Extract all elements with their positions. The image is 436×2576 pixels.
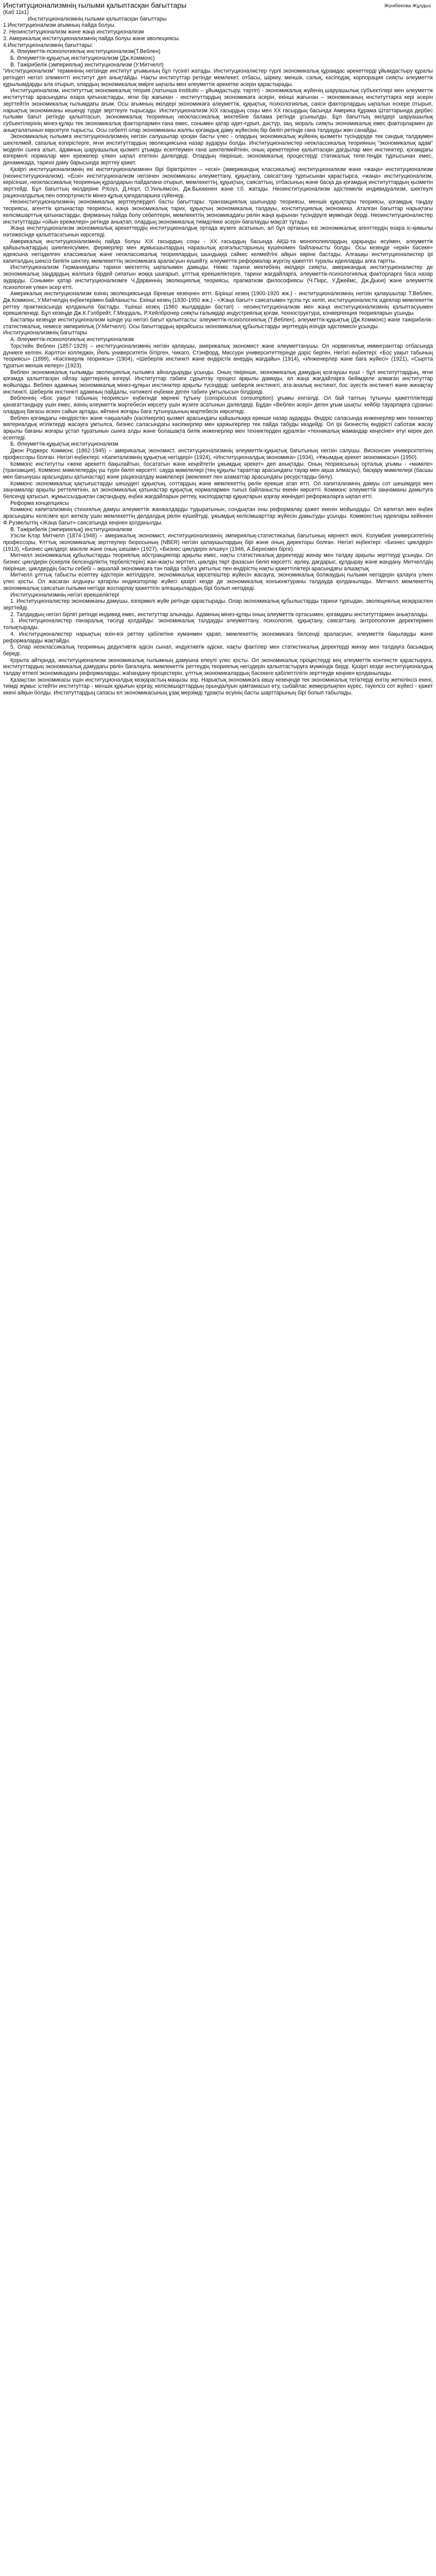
- author-name: Жүнібекова Жұлдыз: [384, 3, 431, 9]
- paragraph: Жаңа институционализм экономикалық әрекеттердің институционалдық ортада жүзеге асатынын, ал бұл ортаның өзі экономикалық агенттердің өзара іс-қимылы нәтижесінде қалыптасатынын көрсетеді.: [3, 225, 433, 238]
- paragraph: Джон Роджерс Коммонс (1862-1945) – америкалық экономист, институционализмнің әлеуметтік-құқықтық бағытының негізін салушы. Висконсин университетінің профессоры болған. Негізгі еңбектері: «Капитализмнің құқықтық негіздері» (1924), «Институционалдық экономика» (1934), «Ұжымдық әрекет экономикасы» (1950).: [3, 448, 433, 461]
- paragraph: 1. Институционалистер экономиканы дамушы, өзгермелі жүйе ретінде қарастырады. Олар экономикалық құбылыстарды тарихи тұрғыдан, эволюциялық көзқараспен зерттейді.: [3, 598, 433, 611]
- paragraph: Коммонс капитализмнің стихиялық дамуы әлеуметтік жанжалдарды тудыратынын, сондықтан оны реформалау қажет екенін мойындады. Ол капитал мен еңбек арасындағы келісімге қол жеткізу үшін мемлекеттің делдалдық рөлін күшейтуді, ұжымдық келісімшарттар жүйесін дамытуды ұсынды. Коммонстың идеялары кейіннен Ф.Рузвельттің «Жаңа бағыт» саясатында кеңінен қолданылды.: [3, 506, 433, 526]
- paragraph: "Институционализм" терминінің негізінде институт ұғымының бұл түсінігі жатады. Институционалистер түрлі экономикалық құрамдас әрекеттерді ұйымдастыру құралы ретіндегі негізгі элементті институт деп анықтайды. Нақты институттар ретінде мемлекет, отбасы, шіркеу, меншік, салық, кәсіподақ, корпорация сияқты әлеуметтік құрылымдарды ала отырып, олардың экономикалық өмірге ықпалы мен әлеуметтік әрекетке әсерін қарастырады.: [3, 68, 433, 88]
- paragraph: Институционализм Германиядағы тарихи мектептің ықпалымен дамыды. Неміс тарихи мектебінің өкілдері сияқты, американдық институционалистер де экономикалық заңдардың жалпыға бірдей сипатын жоққа шығарып, ұлттық ерекшеліктерге, тарихи жағдайларға, әлеуметтік-психологиялық факторларға баса назар аударды. Сонымен қатар институционализмге Ч.Дарвиннің эволюциялық теориясы, прагматизм философиясы (Ч.Пирс, У.Джеймс, Дж.Дьюи) және әлеуметтік психология үлкен әсер етті.: [3, 264, 433, 291]
- paragraph: 2. Талдаудың негізгі бірлігі ретінде индивид емес, институттар алынады. Адамның мінез-құлқы оның әлеуметтік ортасымен, қоғамдағы институттармен анықталады.: [10, 611, 429, 618]
- paragraph: Веблен экономикалық ғылымды эволюциялық ғылымға айналдыруды ұсынды. Оның пікірінше, экономикалық дамудың қозғаушы күші - бұл институттардың, яғни қоғамда қалыптасқан ойлау әдеттерінің өзгеруі. Институттар табиғи сұрыптау процесі арқылы дамиды, ал жаңа жағдайларға бейімделе алмаған институттар жойылады. Веблен адамның экономикалық мінез-құлқын инстинктер арқылы түсіндірді: шеберлік инстинкті, ата-аналық инстинкт, бос әуестік инстинкті және жинақтау инстинкті. Шеберлік инстинкті адамның пайдалы, нәтижелі еңбекке деген табиғи ұмтылысын білдіреді.: [3, 369, 433, 395]
- paragraph: А. Әлеуметтік-психологиялық институционализм: [10, 336, 134, 343]
- paragraph: Бастапқы кезеңде институционализм ішінде үш негізгі бағыт қалыптасты: әлеуметтік-психологиялық (Т.Веблен), әлеуметтік-құқықтық (Дж.Коммонс) және тәжірибелік-статистикалық, немесе эмпириялық (У.Митчелл). Осы бағыттардың әрқайсысы экономикалық құбылыстарды зерттеудің өзіндік әдістемесін ұсынды.: [3, 317, 433, 330]
- paragraph: Институционализм, институттық экономикалық теория (латынша institutio – ұйымдастыру, тәртіп) - экономикалық жүйенің шаруашылық субъектілері мен әлеуметтік институттар арасындағы өзара қатынастарды, яғни бір жағынан - институттардың экономикаға әсерін, екінші жағынан – экономиканың институттарға кері әсерін зерттейтін экономикалық ғылымдағы ағым. Осы ағымның өкілдері экономикаға әлеуметтік, құқықтық, психологиялық, саяси факторлардың ықпалын ескере отырып, нарықтық экономиканы кешенді түрде зерттеуге тырысады. Институционализм ХІХ ғасырдың соңы мен ХХ ғасырдың басында Америка Құрама Штаттарында дербес ғылыми бағыт ретінде қалыптасып, экономикалық теорияның неоклассикалық мектебіне балама ретінде ұсынылды. Бұл бағыттың өкілдері шаруашылық субъектілерінің мінез-құлқы тек экономикалық факторлармен ғана емес, сонымен қатар әдет-ғұрып, дәстүр, заң, мораль сияқты экономикалық емес факторлармен де анықталатынын көрсетуге тырысты. Осы себепті олар экономиканы жалпы қоғамдық даму жүйесінің бір бөлігі ретінде ғана талдауды жөн санайды.: [3, 88, 433, 133]
- paragraph: А. Әлеуметтік-психологиялық институционализм(Т.Веблен): [10, 48, 161, 55]
- paragraph: Коммонс экономикалық қақтығыстарды шешудегі құқықтың, соттардың және мемлекеттің рөлін ерекше атап өтті. Ол капитализмнің дамуы сот шешімдері мен заңнамалар арқылы реттелетінін, ал экономикалық қатынастар құқықтық нормалармен тығыз байланысты екенін көрсетті. Коммонс әлеуметтік заңнаманы дамытуға белсенді қатысып, жұмыссыздықтан сақтандыру, еңбек жағдайларын реттеу, кәсіподақтар құқықтарын қорғау жөніндегі реформаларға ықпал етті.: [3, 480, 433, 500]
- paragraph: Митчелл экономикалық құбылыстарды теориялық абстракциялар арқылы емес, нақты статистикалық деректерді жинау мен талдау арқылы зерттеуді ұсынды. Ол бизнес циклдерін (іскерлік белсенділіктің тербелістерін) жан-жақты зерттеп, циклдің төрт фазасын бөліп көрсетті: өрлеу, дағдарыс, құлдырау және жандану. Митчеллдің пікірінше, циклдердің басты себебі – ақшалай экономикаға тән пайда табуға ұмтылыс пен өндірістің нақты қажеттіліктері арасындағы алшақтық.: [3, 552, 433, 572]
- paragraph: Институционализмнің ғылыми қалыптасқан бағыттары: [28, 15, 167, 22]
- document-body: [3, 9, 433, 697]
- paragraph: Америкалық институционализмнің пайда болуы ХІХ ғасырдың соңы - ХХ ғасырдың басында АҚШ-та монополиялардың қарқынды өсуімен, әлеуметтік қайшылықтардың шиеленісуімен, фермерлер мен жұмысшылардың наразылық қозғалыстарының күшеюімен байланысты болды. Осы кезеңде «еркін бәсеке» идеясына негізделген классикалық және неоклассикалық теориялардың шындыққа сәйкес келмейтіні айқын көріне бастады. Алғашқы институционалистер ірі капиталдың шексіз билігін шектеу, мемлекеттің экономикаға араласуын күшейту, әлеуметтік реформалар жүргізу қажеттігі туралы идеяларды алға тартты.: [3, 238, 433, 264]
- paragraph: Қазіргі институционализмнің екі институционализмнен бірі біріктірілген – «ескі» (американдық классикалық) институционализм және «жаңа» институционализм (неоинституционализм). «Ескі» институционализм негізінен экономиканы әлеуметтану, құқықтану, саясаттану тұрғысынан қарастырса, «жаңа» институционализм, керісінше, неоклассикалық теорияның құралдарын пайдалана отырып, мемлекеттің, құқықтың, саясаттың, отбасының және басқа да қоғамдық институттардың қызметін зерттейді. Бұл бағыттың өкілдеріне Р.Коуз, Д.Норт, О.Уильямсон, Дж.Бьюкенен және т.б. жатады. Неоинституционализм әдістемелік индивидуализм, шектеулі рационалдылық пен оппортунистік мінез-құлық қағидаларына сүйенеді.: [3, 166, 433, 199]
- paragraph: Торстейн Веблен (1857-1929) – институционализмнің негізін қалаушы, америкалық экономист және әлеуметтанушы. Ол норвегиялық иммигранттар отбасында дүниеге келген. Карлтон колледжін, Йель университетін бітірген, Чикаго, Стэнфорд, Миссури университеттерінде дәріс берген. Негізгі еңбектері: «Бос уақыт табының теориясы» (1899), «Кәсіпкерлік теориясы» (1904), «Шеберлік инстинкті және өндірістік өнердің жағдайы» (1914), «Инженерлер және баға жүйесі» (1921), «Сыртта тұратын меншік иелері» (1923).: [3, 343, 433, 369]
- paragraph: 4. Институционалистер нарықтың өзін-өзі реттеу қабілетіне күмәнмен қарап, мемлекеттің экономикаға белсенді араласуын, әлеуметтік бақылауды және реформаларды жақтайды.: [3, 631, 433, 644]
- paragraph: Реформа концепциясы: [10, 500, 69, 506]
- paragraph: В. Тәжірибелік (эмпириялық) институционализм (У.Митчелл): [10, 61, 164, 68]
- paragraph: (Каб 11к1): [3, 9, 29, 15]
- paragraph: Неоинституционализмнің экономикалық зерттеулердегі басты бағыттары: транзакциялық шығындар теориясы, меншік құқықтары теориясы, қоғамдық таңдау теориясы, агенттік қатынастар теориясы, жаңа экономикалық тарих, құқықтың экономикалық талдауы, конституциялық экономика. Аталған бағыттар нарықтағы келісімшарттық қатынастарды, фирманың пайда болу себептерін, мемлекеттің экономикадағы рөлін жаңа қырынан түсіндіруге мүмкіндік берді. Неоинституционалистер институттарды «ойын ережелері» ретінде анықтап, олардың экономикалық тиімділікке әсерін бағалауды мақсат тұтады.: [3, 199, 433, 225]
- paragraph: В. Тәжірибелік (эмпириялық) институционализм: [10, 526, 132, 533]
- document-title: Институционализмнің ғылыми қалыптасқан бағыттары: [3, 1, 187, 9]
- paragraph: Веблен қоғамдағы «өндірістік» және «ақшалай» (кәсіпкерлік) қызмет арасындағы қайшылыққа ерекше назар аударды. Өндіріс саласында инженерлер мен техниктер материалдық игіліктерді жасауға ұмтылса, бизнес саласындағы кәсіпкерлер мен қаржыгерлер тек пайда табуды көздейді. Ол ірі бизнестің өндірісті саботаж жасау арқылы бағаны жоғары ұстап тұратынын сынға алды және болашақта билік инженерлер мен техниктерден құралған «техникалық мамандар кеңесіне» өтуі керек деп есептеді.: [3, 415, 433, 441]
- paragraph: Америкалық институционализм өзінің эволюциясында бірнеше кезеңнен өтті. Бірінші кезең (1900-1920 жж.) - институционализмнің негізін қалаушылар Т.Веблен, Дж.Коммонс, У.Митчелдің еңбектерімен байланысты. Екінші кезең (1930-1950 жж.) - «Жаңа бағыт» саясатымен тұспа-тұс келіп, институционалистік идеялар мемлекеттік реттеу практикасында қолданыла бастады. Үшінші кезең (1960 жылдардан бастап) - неоинституционализм мен жаңа институционализмнің қалыптасуымен ерекшеленеді. Бұл кезеңде Дж.К.Гэлбрейт, Г.Мюрдаль, Р.Хейлбронер сияқты ғалымдар индустриялық қоғам, техноструктура, конвергенция теорияларын ұсынды.: [3, 291, 433, 317]
- paragraph: Коммонс институтты «жеке әрекетті бақылайтын, босататын және кеңейтетін ұжымдық әрекет» деп анықтады. Оның теориясының орталық ұғымы - «мәміле» (транзакция). Коммонс мәмілелердің үш түрін бөліп көрсетті: сауда мәмілелері (тең құқылы тараптар арасындағы тауар мен ақша алмасуы), басқару мәмілелері (басшы мен бағынушы арасындағы қатынастар) және рационалдау мәмілелері (мемлекет пен азаматтар арасындағы ресурстарды бөлу).: [3, 461, 433, 480]
- paragraph: 4.Институционализмнің бағыттары:: [3, 42, 93, 48]
- paragraph: Митчелл ұлттық табысты есептеу әдістерін жетілдіруге, экономикалық көрсеткіштер жүйесін жасауға, экономикалық болжаудың ғылыми негіздерін қалауға үлкен үлес қосты. Ол жасаған алдыңғы қатарлы индикаторлар жүйесі қазіргі кезде де экономикалық конъюнктураны талдауда қолданылады. Митчелл мемлекеттің экономикалық саясатын ғылыми негізде жоспарлау қажеттігін алғашқылардың бірі болып негіздеді.: [3, 572, 433, 591]
- paragraph: Экономикалық ғылымға институционализмнің негізін салушылар қосқан басты үлес - олардың экономикалық жүйенің қызметін түсіндіруде тек сандық талдаумен шектелмей, сапалық өзгерістерге, яғни институттардың эволюциясына назар аударуы болды. Институционалистер неоклассикалық теорияның "экономикалық адам" моделін сынға алып, адамның шаруашылық қызметі ұтымды есептеумен ғана шектелмейтінін, оның әрекеттеріне қалыптасқан дағдылар мен инстинктер, қоғамдағы өзгермелі нормалар мен ережелер үлкен ықпал ететінін дәлелдеді. Олардың пікірінше, экономикалық процестерді статикалық тепе-теңдік тұрғысынан емес, динамикада, тарихи даму барысында зерттеу қажет.: [3, 133, 433, 166]
- paragraph: Вебленнің «Бос уақыт табының теориясы» еңбегінде көрнекі тұтыну (conspicuous consumption) ұғымы енгізілді. Ол бай таптың тұтынуы қажеттіліктерді қанағаттандыру үшін емес, өзінің әлеуметтік мәртебесін көрсету үшін жүзеге асатынын дәлелдеді. Бұдан «Веблен әсері» деген ұғым шықты: кейбір тауарларға сұраныс олардың бағасы өскен сайын артады, өйткені жоғары баға тұтынушының мәртебесін көрсетеді.: [3, 395, 433, 415]
- paragraph: 3. Институционалистер пәнаралық тәсілді қолдайды: экономикалық талдауды әлеуметтану, психология, құқықтану, саясаттану, антропология деректерімен толықтырады.: [3, 618, 433, 631]
- paragraph: 3. Америкалық институционализмнің пайда болуы және әволюциясы.: [3, 35, 180, 42]
- paragraph: 1.Институционализм ағымның пайда болуы.: [3, 22, 116, 29]
- paragraph: Қазақстан экономикасы үшін институционалдық көзқарастың маңызы зор. Нарықтық экономикаға көшу кезеңінде тек экономикалық тетіктерді енгізу жеткіліксіз екені, тиімді жұмыс істейтін институттар - меншік құқығын қорғау, келісімшарттардың орындалуын қамтамасыз ету, сыбайлас жемқорлықпен күрес, тәуелсіз сот жүйесі - қажет екені айқын болды. Институттардың сапасы ел экономикасының ұзақ мерзімді тұрақты өсуінің басты шарттарының бірі болып табылады.: [3, 676, 433, 697]
- paragraph: Институционализмнің бағыттары: [3, 330, 87, 336]
- paragraph: Уэсли Клэр Митчелл (1874-1948) – америкалық экономист, институционализмнің эмпириялық-статистикалық бағытының көрнекті өкілі. Колумбия университетінің профессоры, Ұлттық экономикалық зерттеулер бюросының (NBER) негізін қалаушылардың бірі және оның директоры болған. Негізгі еңбектері: «Бизнес циклдері» (1913), «Бизнес циклдері: мәселе және оның шешімі» (1927), «Бизнес циклдерін өлшеу» (1946, А.Бернсмен бірге).: [3, 533, 433, 552]
- paragraph: Институционализмнің негізгі ерекшеліктері: [10, 591, 119, 598]
- paragraph: Қорыта айтқанда, институционализм экономикалық ғылымның дамуына елеулі үлес қосты. Ол экономикалық процестерді кең әлеуметтік контексте қарастыруға, институттардың экономикалық дамудағы рөлін бағалауға, мемлекеттік реттеудің теориялық негіздерін қалыптастыруға мүмкіндік берді. Қазіргі кезде институционалдық талдау өтпелі экономикадағы реформаларды, жаһандану процестерін, ұлттық экономикалардың бәсекеге қабілеттілігін зерттеуде кеңінен қолданылады.: [3, 657, 433, 677]
- paragraph: 2. Неоинституционализм және жаңа институционализм: [3, 29, 144, 36]
- title-row: [3, 1, 433, 9]
- paragraph: 5. Олар неоклассикалық теорияның дедуктивтік әдісін сынап, индуктивтік әдіске, нақты фактілер мен статистикалық деректерді жинау мен талдауға басымдық береді.: [3, 644, 433, 657]
- paragraph: Б. Әлеуметтік-құқықтық институционализм (Дж.Коммонс): [10, 55, 155, 61]
- paragraph: Б. Әлеуметтік-құқықтық институционализм: [10, 441, 118, 448]
